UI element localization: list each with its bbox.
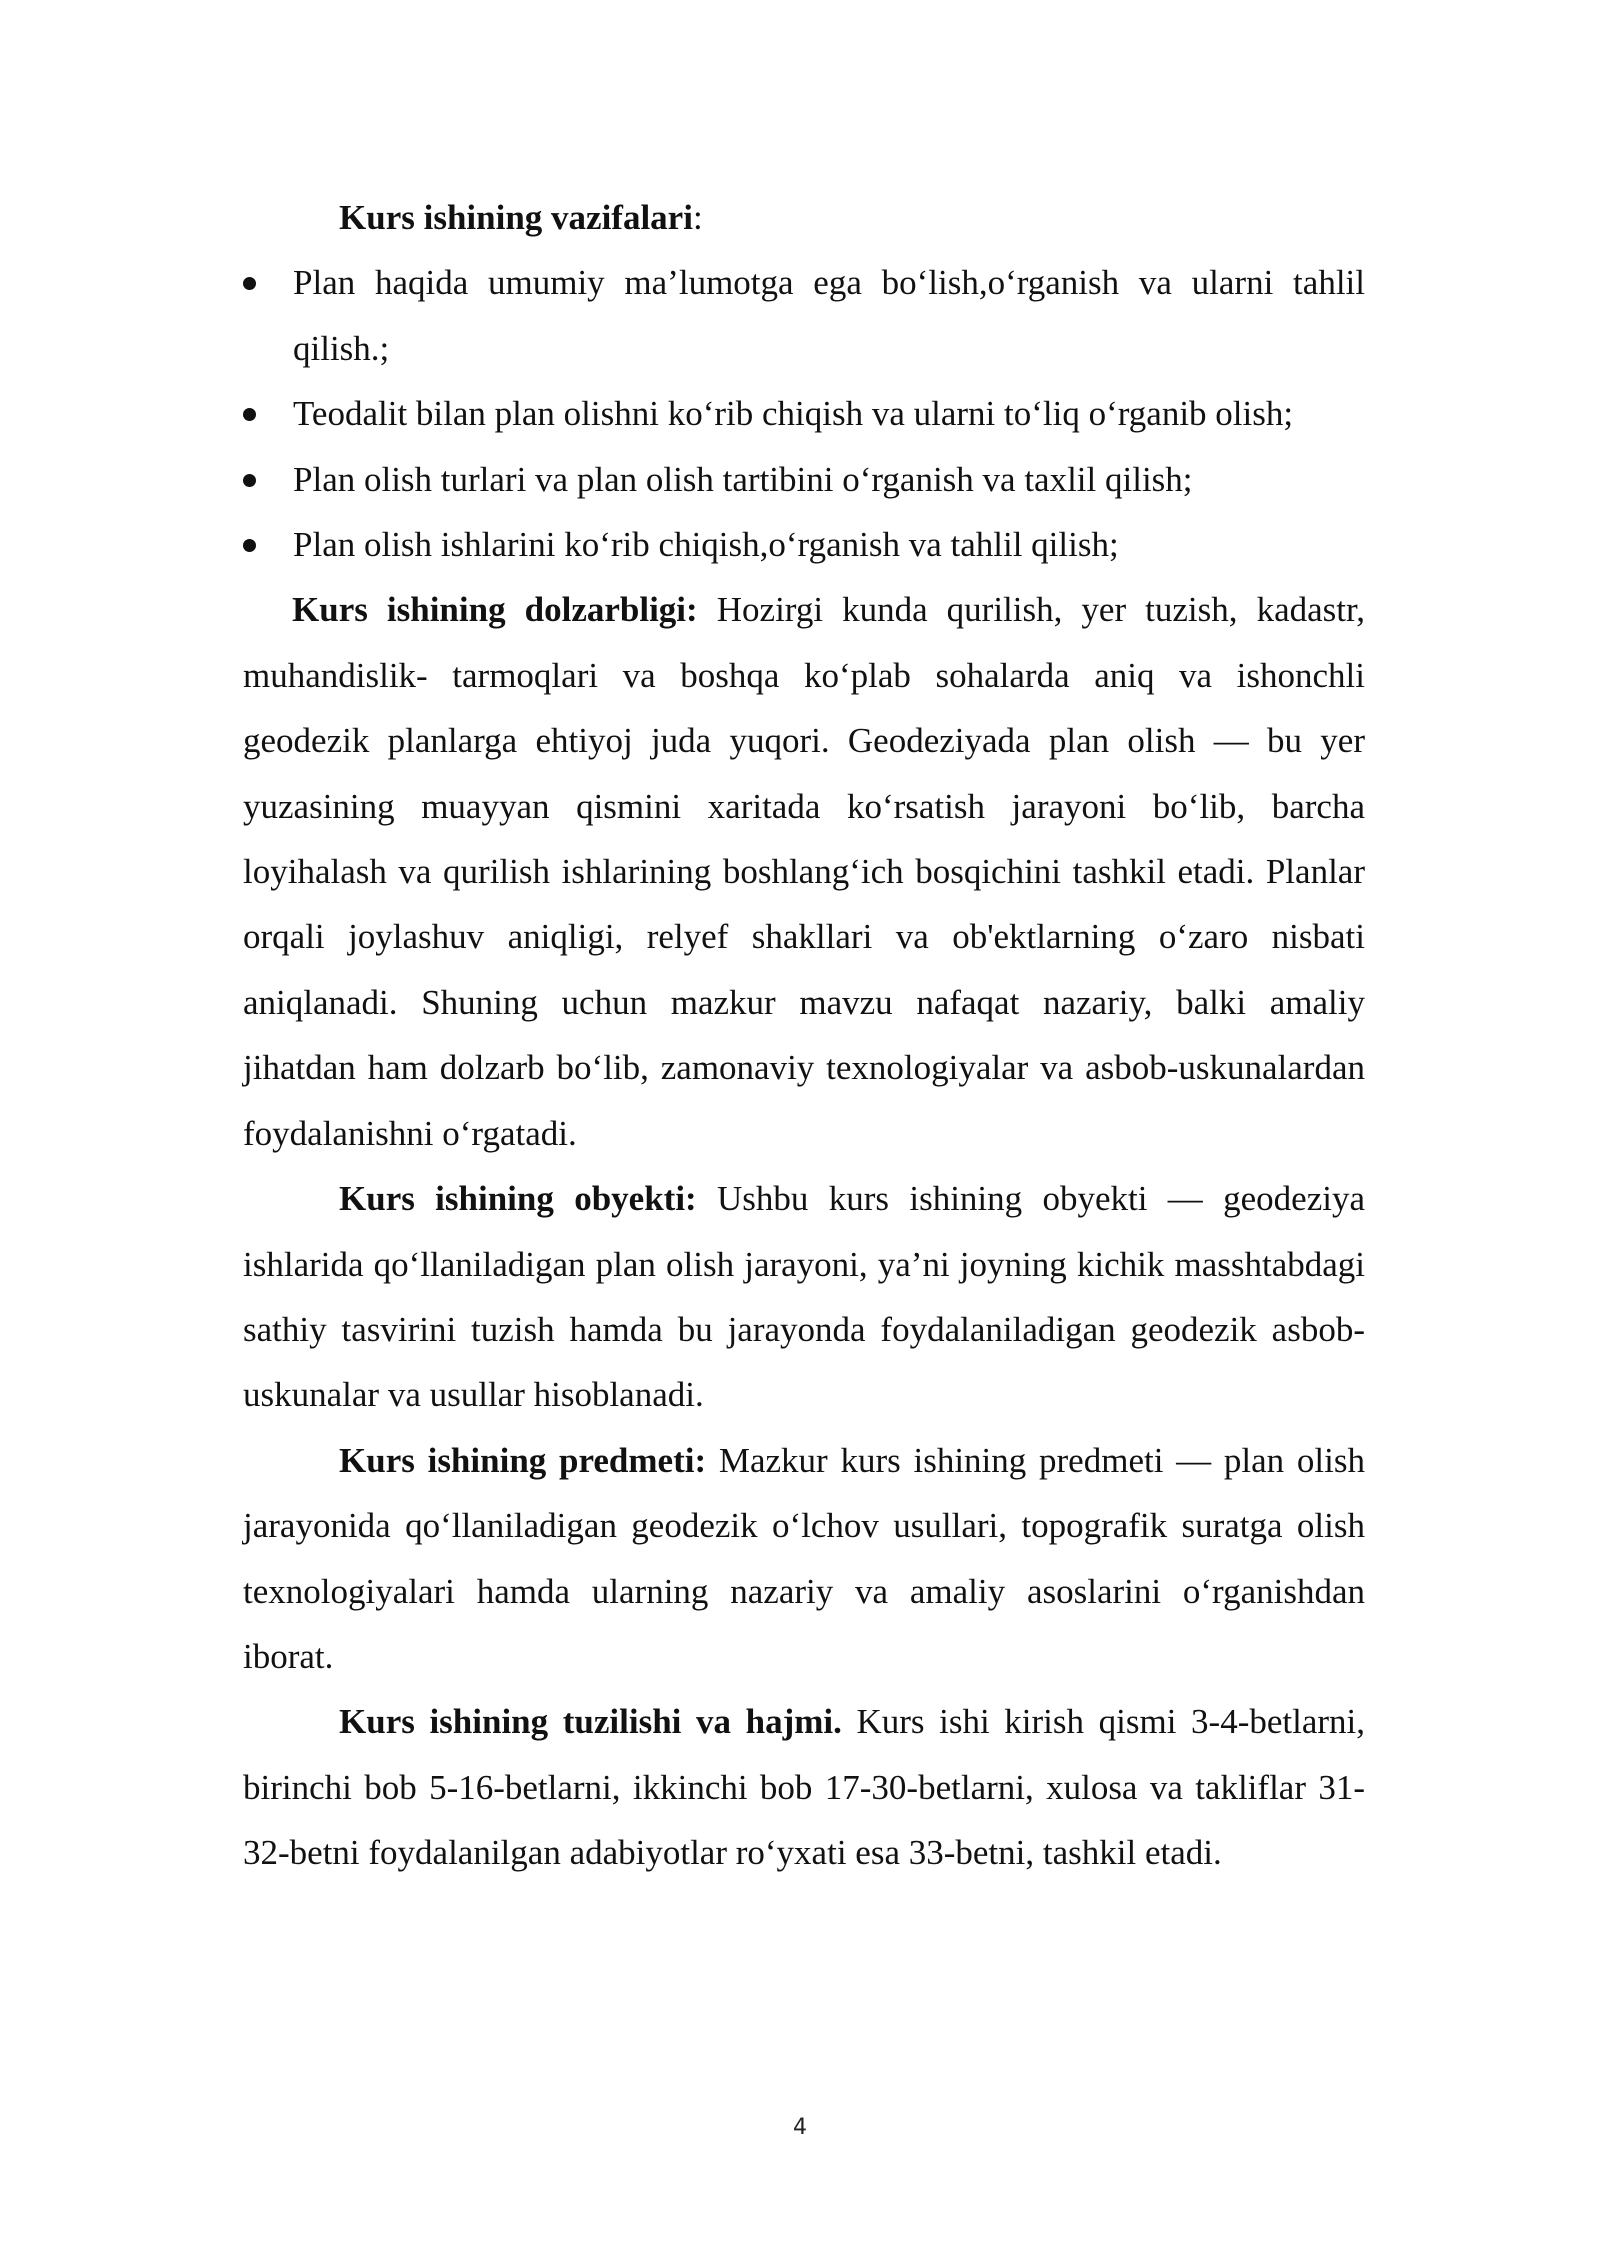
document-page	[243, 185, 1365, 1886]
object-text: Ushbu kurs ishining obyekti — geodeziya ishlarida qo‘llaniladigan plan olish jarayoni, ya’ni joyning kichik masshtabdagi sathiy tasvirini tuzish hamda bu jarayonda foydalaniladigan geodezik asbob-uskunalar va usullar hisoblanadi.	[243, 1179, 1365, 1415]
list-item-text: Plan olish ishlarini ko‘rib chiqish,o‘rganish va tahlil qilish;	[293, 525, 1119, 565]
page-number: 4	[793, 2115, 807, 2140]
object-paragraph	[243, 1166, 1365, 1428]
bullet-icon	[243, 539, 256, 552]
subject-label: Kurs ishining predmeti:	[339, 1440, 707, 1480]
tasks-heading	[243, 185, 1365, 250]
object-label: Kurs ishining obyekti:	[339, 1179, 697, 1219]
tasks-list	[243, 250, 1365, 577]
bullet-icon	[243, 277, 256, 290]
bullet-icon	[243, 474, 256, 487]
structure-text: Kurs ishi kirish qismi 3-4-betlarni, birinchi bob 5-16-betlarni, ikkinchi bob 17-30-betlarni, xulosa va takliflar 31-32-betni foydalanilgan adabiyotlar ro‘yxati esa 33-betni, tashkil etadi.	[243, 1702, 1365, 1873]
relevance-label: Kurs ishining dolzarbligi:	[292, 590, 698, 630]
list-item	[243, 381, 1365, 446]
list-item-text: Plan haqida umumiy ma’lumotga ega bo‘lish,o‘rganish va ularni tahlil qilish.;	[293, 263, 1365, 368]
list-item-text: Plan olish turlari va plan olish tartibini o‘rganish va taxlil qilish;	[293, 459, 1193, 499]
relevance-text: Hozirgi kunda qurilish, yer tuzish, kadastr, muhandislik- tarmoqlari va boshqa ko‘plab sohalarda aniq va ishonchli geodezik planlarga ehtiyoj juda yuqori. Geodeziyada plan olish — bu yer yuzasining muayyan qismini xaritada ko‘rsatish jarayoni bo‘lib, barcha loyihalash va qurilish ishlarining boshlang‘ich bosqichini tashkil etadi. Planlar orqali joylashuv aniqligi, relyef shakllari va ob'ektlarning o‘zaro nisbati aniqlanadi. Shuning uchun mazkur mavzu nafaqat nazariy, balki amaliy jihatdan ham dolzarb bo‘lib, zamonaviy texnologiyalar va asbob-uskunalardan foydalanishni o‘rgatadi.	[243, 590, 1365, 1153]
tasks-heading-label: Kurs ishining vazifalari	[339, 198, 693, 237]
structure-label: Kurs ishining tuzilishi va hajmi.	[339, 1702, 842, 1742]
subject-text: Mazkur kurs ishining predmeti — plan olish jarayonida qo‘llaniladigan geodezik o‘lchov usullari, topografik suratga olish texnologiyalari hamda ularning nazariy va amaliy asoslarini o‘rganishdan iborat.	[243, 1440, 1365, 1676]
bullet-icon	[243, 408, 256, 421]
list-item-text: Teodalit bilan plan olishni ko‘rib chiqish va ularni to‘liq o‘rganib olish;	[293, 394, 1294, 434]
list-item	[243, 250, 1365, 381]
relevance-paragraph	[243, 577, 1365, 1166]
tasks-heading-colon: :	[692, 198, 703, 237]
list-item	[243, 447, 1365, 512]
structure-paragraph	[243, 1689, 1365, 1885]
subject-paragraph	[243, 1428, 1365, 1690]
list-item	[243, 512, 1365, 577]
